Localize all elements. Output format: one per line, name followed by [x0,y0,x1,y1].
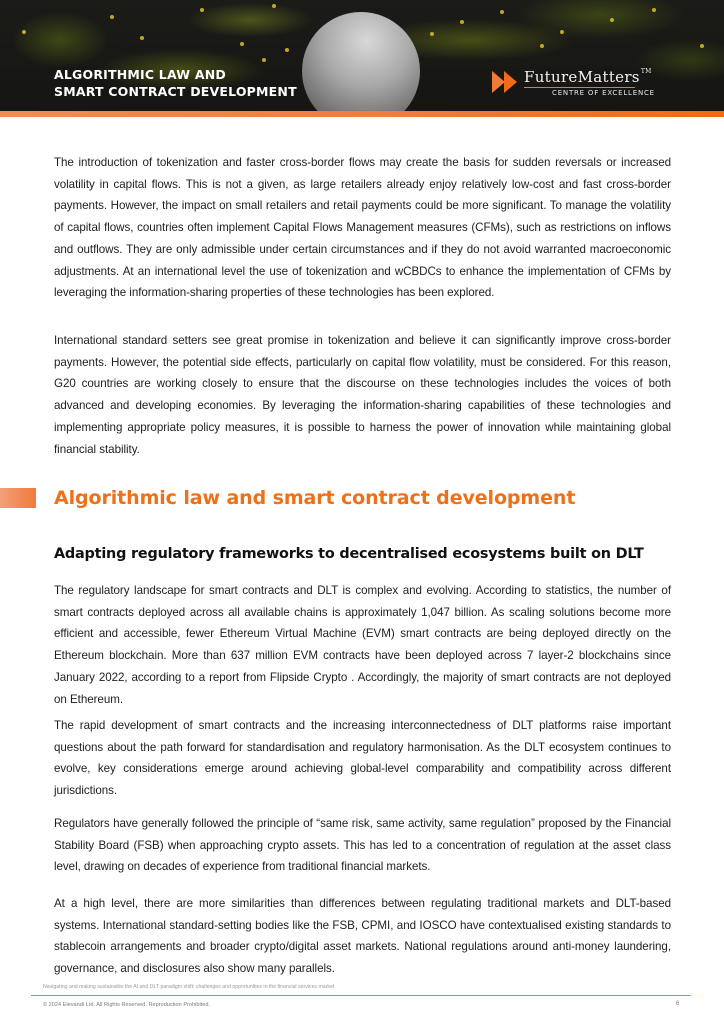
section-marker [0,488,36,508]
logo-rule [524,87,635,88]
logo-brand [524,68,652,86]
logo-tagline: CENTRE OF EXCELLENCE [552,89,655,97]
page-number: 6 [676,1001,680,1007]
double-arrow-icon [492,71,520,93]
footer-copyright: © 2024 Elevandi Ltd. All Rights Reserved. Reproduction Prohibited. [43,1002,211,1008]
header-banner [0,0,724,111]
flower-decoration [285,48,289,52]
trademark-mark: TM [640,68,652,75]
flower-decoration [22,30,26,34]
flower-decoration [430,32,434,36]
flower-decoration [610,18,614,22]
section-paragraph-3: Regulators have generally followed the principle of “same risk, same activity, same regulation” proposed by the Financial Stability Board (FSB) when approaching crypto assets. This has led to a concentration of regulation at the asset class level, drawing on decades of experience from traditional financial markets. [54,817,671,874]
subsection-title: Adapting regulatory frameworks to decentralised ecosystems built on DLT [54,546,644,562]
flower-decoration [110,15,114,19]
section-paragraph-2: The rapid development of smart contracts and the increasing interconnectedness of DLT platforms raise important questions about the path forward for standardisation and regulatory harmonisation. As the DLT ecosystem continues to evolve, key considerations emerge around achieving global-level comparability and compatibility across different jurisdictions. [54,719,671,798]
intro-paragraph-2: International standard setters see great promise in tokenization and believe it can significantly improve cross-border payments. However, the potential side effects, particularly on capital flow volatility, must be considered. For this reason, G20 countries are working closely to ensure that the discourse on these technologies includes the voices of both advanced and developing economies. By leveraging the information-sharing capabilities of these technologies and implementing appropriate policy measures, it is possible to harness the power of innovation while maintaining global financial stability. [54,334,671,456]
footer-caption: Navigating and making sustainable the AI and DLT paradigm shift: challenges and opportunities in the financial services market [43,984,335,990]
flower-decoration [200,8,204,12]
flower-decoration [272,4,276,8]
flower-decoration [652,8,656,12]
flower-decoration [140,36,144,40]
flower-decoration [262,58,266,62]
flower-decoration [540,44,544,48]
sphere-image [302,12,420,111]
flower-decoration [700,44,704,48]
intro-paragraph-1: The introduction of tokenization and faster cross-border flows may create the basis for sudden reversals or increased volatility in capital flows. This is not a given, as large retailers already enjoy relatively low-cost and fast cross-border payments. However, the impact on small retailers and retail payments could be more significant. To manage the volatility of capital flows, countries often implement Capital Flows Management measures (CFMs), such as restrictions on inflows and outflows. They are only admissible under certain circumstances and if they do not avoid warranted macroeconomic adjustments. At an international level the use of tokenization and wCBDCs to enhance the implementation of CFMs by leveraging the information-sharing properties of these technologies has been explored. [54,156,671,300]
header-title [54,66,297,100]
header-title-line1: ALGORITHMIC LAW AND [54,67,226,82]
footer-divider [31,995,691,996]
flower-decoration [460,20,464,24]
flower-decoration [500,10,504,14]
logo-brand-text: FutureMatters [524,68,640,86]
section-paragraph-1: The regulatory landscape for smart contracts and DLT is complex and evolving. According to statistics, the number of smart contracts deployed across all available chains is approximately 1,047 billion. As scaling solutions become more efficient and accessible, fewer Ethereum Virtual Machine (EVM) smart contracts are being deployed directly on the Ethereum blockchain. More than 637 million EVM contracts have been deployed across 7 layer-2 blockchains since January 2022, according to a report from Flipside Crypto . Accordingly, the majority of smart contracts are not deployed on Ethereum. [54,584,671,706]
futurematters-logo [492,68,655,100]
section-paragraph-4: At a high level, there are more similarities than differences between regulating traditional markets and DLT-based systems. International standard-setting bodies like the FSB, CPMI, and IOSCO have contextualised existing standards to stablecoin arrangements and broader crypto/digital asset markets. National regulations around anti-money laundering, governance, and disclosures also show many parallels. [54,897,671,976]
flower-decoration [560,30,564,34]
flower-decoration [240,42,244,46]
header-accent-stripe [0,111,724,117]
section-title: Algorithmic law and smart contract development [54,487,576,509]
header-title-line2: SMART CONTRACT DEVELOPMENT [54,84,297,99]
